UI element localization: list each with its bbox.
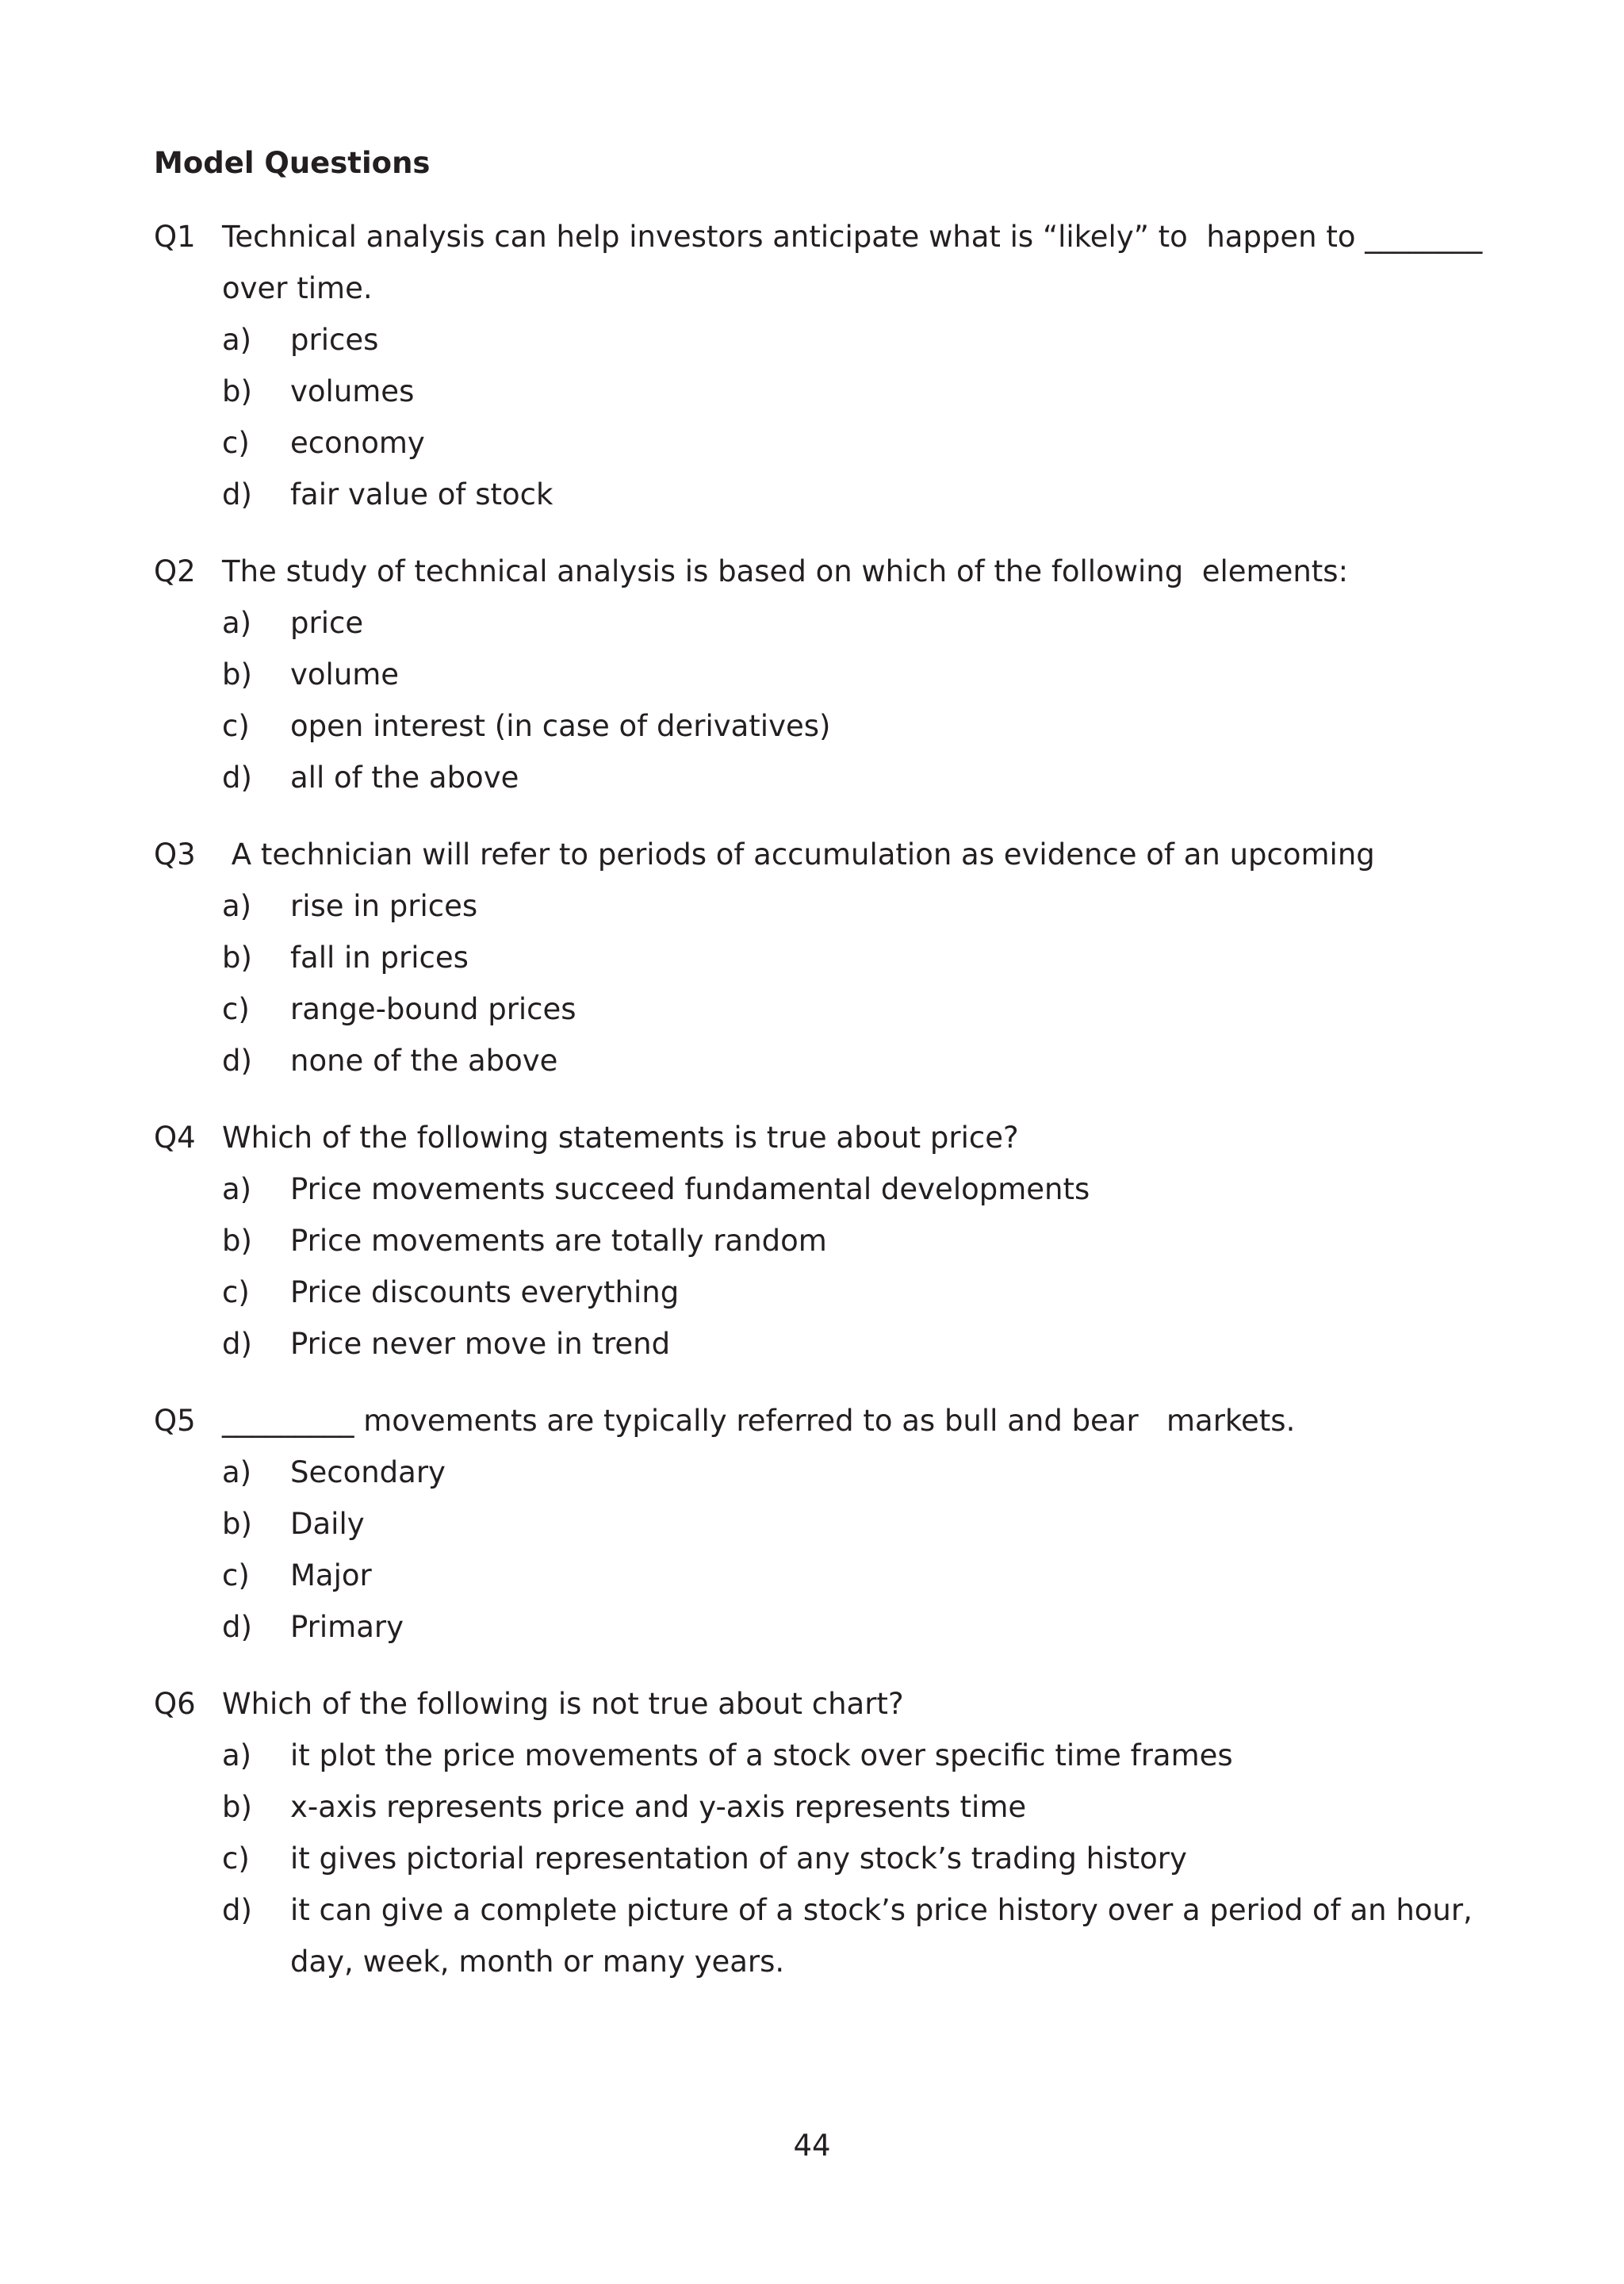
option-letter: b)	[222, 1507, 252, 1541]
option-item	[222, 417, 1502, 469]
option-item	[222, 1163, 1502, 1215]
option-letter: a)	[222, 889, 252, 923]
document-page	[154, 143, 1502, 2013]
option-letter: c)	[222, 709, 250, 743]
question-number: Q5	[154, 1404, 196, 1438]
option-text: range-bound prices	[290, 992, 576, 1026]
option-item	[222, 469, 1502, 520]
option-item	[222, 932, 1502, 983]
option-letter: d)	[222, 1044, 252, 1078]
option-letter: d)	[222, 761, 252, 795]
option-letter: a)	[222, 1172, 252, 1206]
option-list	[222, 1163, 1502, 1370]
option-item	[222, 366, 1502, 417]
option-letter: d)	[222, 1327, 252, 1361]
option-text: Price movements are totally random	[290, 1224, 827, 1258]
option-letter: a)	[222, 606, 252, 640]
option-text: prices	[290, 323, 379, 357]
option-item	[222, 1498, 1502, 1550]
option-text: Secondary	[290, 1455, 446, 1489]
option-text: rise in prices	[290, 889, 478, 923]
option-text: Daily	[290, 1507, 365, 1541]
option-list	[222, 597, 1502, 803]
option-item	[222, 1215, 1502, 1267]
question-text: _________ movements are typically referred to as bull and bear markets.	[222, 1404, 1296, 1438]
question-text: Which of the following is not true about chart?	[222, 1687, 904, 1721]
option-text: Price movements succeed fundamental developments	[290, 1172, 1090, 1206]
option-text: none of the above	[290, 1044, 558, 1078]
question-text: A technician will refer to periods of accumulation as evidence of an upcoming	[222, 837, 1375, 872]
option-item	[222, 1601, 1502, 1653]
option-text: Price discounts everything	[290, 1275, 680, 1309]
option-letter: c)	[222, 1841, 250, 1876]
option-item	[222, 1550, 1502, 1601]
question-text: Which of the following statements is true about price?	[222, 1121, 1019, 1155]
option-item	[222, 1781, 1502, 1833]
option-item	[222, 880, 1502, 932]
option-letter: d)	[222, 1610, 252, 1644]
option-item	[222, 700, 1502, 752]
question-6	[154, 1678, 1502, 1987]
option-item	[222, 649, 1502, 700]
question-row	[154, 1112, 1502, 1163]
question-4	[154, 1112, 1502, 1370]
question-row	[154, 211, 1502, 314]
option-text: Major	[290, 1558, 372, 1592]
question-3	[154, 829, 1502, 1086]
option-letter: a)	[222, 1738, 252, 1772]
option-letter: c)	[222, 992, 250, 1026]
question-row	[154, 546, 1502, 597]
section-heading: Model Questions	[154, 146, 431, 180]
option-item	[222, 1833, 1502, 1884]
option-item	[222, 597, 1502, 649]
option-text: Primary	[290, 1610, 404, 1644]
question-2	[154, 546, 1502, 803]
option-text: Price never move in trend	[290, 1327, 671, 1361]
option-letter: a)	[222, 1455, 252, 1489]
option-letter: b)	[222, 1224, 252, 1258]
option-item	[222, 752, 1502, 803]
question-number: Q3	[154, 837, 196, 872]
option-text: it plot the price movements of a stock over specific time frames	[290, 1738, 1233, 1772]
option-letter: d)	[222, 477, 252, 512]
question-row	[154, 1395, 1502, 1447]
option-letter: c)	[222, 426, 250, 460]
option-item	[222, 1447, 1502, 1498]
option-text: it gives pictorial representation of any stock’s trading history	[290, 1841, 1187, 1876]
option-letter: c)	[222, 1558, 250, 1592]
option-item	[222, 983, 1502, 1035]
option-item	[222, 1730, 1502, 1781]
option-item	[222, 1035, 1502, 1086]
question-text: The study of technical analysis is based on which of the following elements:	[222, 554, 1349, 588]
option-text: volumes	[290, 374, 415, 408]
option-text: x-axis represents price and y-axis represents time	[290, 1790, 1027, 1824]
option-list	[222, 314, 1502, 520]
option-text: it can give a complete picture of a stock’s price history over a period of an hour, day, week, month or many years.	[290, 1893, 1473, 1979]
page-number: 44	[793, 2129, 831, 2163]
option-letter: c)	[222, 1275, 250, 1309]
question-number: Q4	[154, 1121, 196, 1155]
option-text: volume	[290, 657, 400, 692]
option-list	[222, 1447, 1502, 1653]
option-item	[222, 1884, 1502, 1987]
option-letter: b)	[222, 1790, 252, 1824]
question-number: Q6	[154, 1687, 196, 1721]
option-text: price	[290, 606, 364, 640]
option-text: economy	[290, 426, 425, 460]
option-letter: a)	[222, 323, 252, 357]
option-text: all of the above	[290, 761, 519, 795]
option-text: fair value of stock	[290, 477, 553, 512]
option-text: open interest (in case of derivatives)	[290, 709, 831, 743]
option-list	[222, 880, 1502, 1086]
question-number: Q1	[154, 220, 196, 254]
question-5	[154, 1395, 1502, 1653]
option-letter: b)	[222, 374, 252, 408]
question-number: Q2	[154, 554, 196, 588]
option-item	[222, 314, 1502, 366]
option-text: fall in prices	[290, 941, 469, 975]
question-1	[154, 211, 1502, 520]
option-letter: b)	[222, 941, 252, 975]
question-row	[154, 1678, 1502, 1730]
option-letter: d)	[222, 1893, 252, 1927]
option-item	[222, 1318, 1502, 1370]
question-row	[154, 829, 1502, 880]
question-text: Technical analysis can help investors anticipate what is “likely” to happen to ________ over time.	[222, 220, 1492, 305]
option-list	[222, 1730, 1502, 1987]
option-letter: b)	[222, 657, 252, 692]
option-item	[222, 1267, 1502, 1318]
